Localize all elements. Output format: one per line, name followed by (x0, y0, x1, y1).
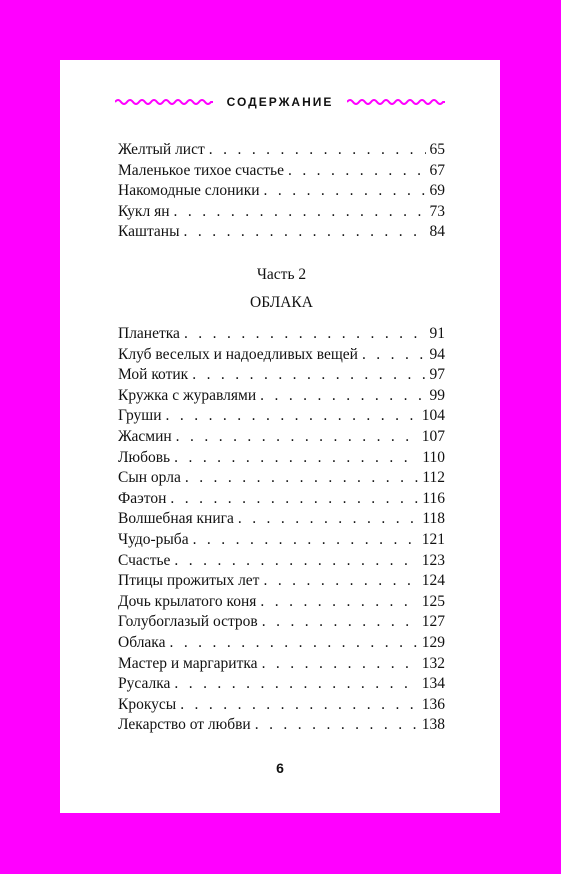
toc-entry[interactable] (118, 448, 445, 469)
toc-entry[interactable] (118, 140, 445, 161)
toc-entry[interactable] (118, 674, 445, 695)
toc-entry-page: 110 (422, 448, 445, 466)
leader-dots (260, 386, 425, 407)
leader-dots (255, 715, 418, 736)
toc-entry-page: 112 (422, 469, 445, 487)
leader-dots (174, 551, 417, 572)
toc-entry-title: Дочь крылатого коня (118, 592, 257, 610)
toc-entry-page: 94 (429, 345, 445, 363)
toc-entry[interactable] (118, 612, 445, 633)
toc-entry[interactable] (118, 571, 445, 592)
toc-entry-page: 136 (421, 695, 445, 713)
toc-list-part-2 (118, 324, 445, 736)
leader-dots (184, 324, 426, 345)
leader-dots (209, 140, 426, 161)
leader-dots (362, 345, 426, 366)
toc-entry-page: 132 (421, 654, 445, 672)
toc-entry[interactable] (118, 695, 445, 716)
toc-entry-title: Крокусы (118, 695, 177, 713)
leader-dots (174, 448, 418, 469)
leader-dots (166, 406, 418, 427)
leader-dots (169, 633, 417, 654)
part-label: Часть 2 (256, 266, 307, 283)
toc-entry[interactable] (118, 202, 445, 223)
contents-header (115, 94, 445, 110)
toc-entry-title: Сын орла (118, 469, 181, 487)
toc-entry-page: 91 (429, 325, 445, 342)
toc-entry-title: Чудо-рыба (118, 530, 189, 548)
leader-dots (263, 571, 417, 592)
toc-entry[interactable] (118, 365, 445, 386)
page-number: 6 (276, 760, 284, 776)
toc-entry-page: 107 (421, 427, 445, 445)
toc-entry-title: Мастер и маргаритка (118, 654, 258, 672)
toc-entry[interactable] (118, 324, 445, 345)
toc-entry[interactable] (118, 468, 445, 489)
toc-entry[interactable] (118, 427, 445, 448)
toc-entry-title: Кружка с журавлями (118, 386, 257, 404)
toc-entry[interactable] (118, 181, 445, 202)
leader-dots (260, 592, 417, 613)
toc-entry-title: Голубоглазый остров (118, 613, 258, 631)
toc-entry-page: 134 (421, 675, 445, 693)
book-page (60, 60, 500, 813)
toc-entry[interactable] (118, 345, 445, 366)
toc-entry-page: 65 (429, 141, 445, 158)
leader-dots (238, 509, 418, 530)
toc-entry-title: Клуб веселых и надоедливых вещей (118, 345, 358, 363)
toc-entry[interactable] (118, 592, 445, 613)
toc-entry-title: Волшебная книга (118, 510, 234, 528)
toc-entry[interactable] (118, 222, 445, 243)
toc-entry-title: Планетка (118, 325, 180, 342)
toc-entry[interactable] (118, 386, 445, 407)
toc-entry-title: Груши (118, 407, 162, 425)
toc-entry[interactable] (118, 406, 445, 427)
toc-entry-page: 73 (429, 202, 445, 220)
toc-entry-page: 124 (421, 572, 445, 590)
toc-list-part-1 (118, 140, 445, 243)
toc-entry-title: Жасмин (118, 427, 172, 445)
toc-entry[interactable] (118, 633, 445, 654)
toc-entry-title: Счастье (118, 551, 171, 569)
leader-dots (176, 427, 418, 448)
toc-entry-title: Лекарство от любви (118, 716, 251, 734)
leader-dots (180, 695, 418, 716)
toc-entry-title: Фаэтон (118, 489, 167, 507)
leader-dots (262, 612, 418, 633)
toc-entry[interactable] (118, 161, 445, 182)
leader-dots (262, 654, 418, 675)
toc-entry-page: 67 (429, 161, 445, 179)
toc-entry-title: Накомодные слоники (118, 182, 260, 200)
toc-entry[interactable] (118, 489, 445, 510)
toc-entry-page: 118 (422, 510, 445, 528)
toc-entry[interactable] (118, 715, 445, 736)
toc-entry-page: 69 (429, 182, 445, 200)
contents-title: СОДЕРЖАНИЕ (226, 95, 334, 109)
toc-entry-page: 125 (421, 592, 445, 610)
toc-entry[interactable] (118, 530, 445, 551)
toc-entry-page: 138 (421, 716, 445, 734)
toc-entry-title: Маленькое тихое счастье (118, 161, 284, 179)
leader-dots (184, 222, 426, 243)
toc-entry-page: 121 (421, 530, 445, 548)
toc-entry-title: Желтый лист (118, 141, 205, 158)
part-name: ОБЛАКА (250, 294, 313, 311)
toc-entry-page: 127 (421, 613, 445, 631)
toc-entry-title: Птицы прожитых лет (118, 572, 260, 590)
toc-entry[interactable] (118, 551, 445, 572)
toc-entry-title: Мой котик (118, 366, 189, 384)
toc-entry-page: 99 (429, 386, 445, 404)
wave-ornament-right (347, 98, 445, 106)
toc-entry-page: 97 (429, 366, 445, 384)
leader-dots (174, 202, 426, 223)
leader-dots (288, 161, 426, 182)
toc-entry-title: Облака (118, 633, 166, 651)
toc-entry-page: 104 (421, 407, 445, 425)
toc-entry[interactable] (118, 509, 445, 530)
toc-entry-title: Кукл ян (118, 202, 170, 220)
leader-dots (170, 489, 418, 510)
toc-entry-title: Каштаны (118, 223, 180, 241)
leader-dots (193, 530, 418, 551)
leader-dots (264, 181, 426, 202)
leader-dots (174, 674, 417, 695)
leader-dots (192, 365, 425, 386)
toc-entry-page: 123 (421, 551, 445, 569)
toc-entry-page: 116 (422, 489, 445, 507)
toc-entry-title: Любовь (118, 448, 171, 466)
leader-dots (185, 468, 418, 489)
toc-entry-page: 129 (421, 633, 445, 651)
toc-entry[interactable] (118, 654, 445, 675)
toc-entry-page: 84 (429, 223, 445, 241)
toc-entry-title: Русалка (118, 675, 171, 693)
